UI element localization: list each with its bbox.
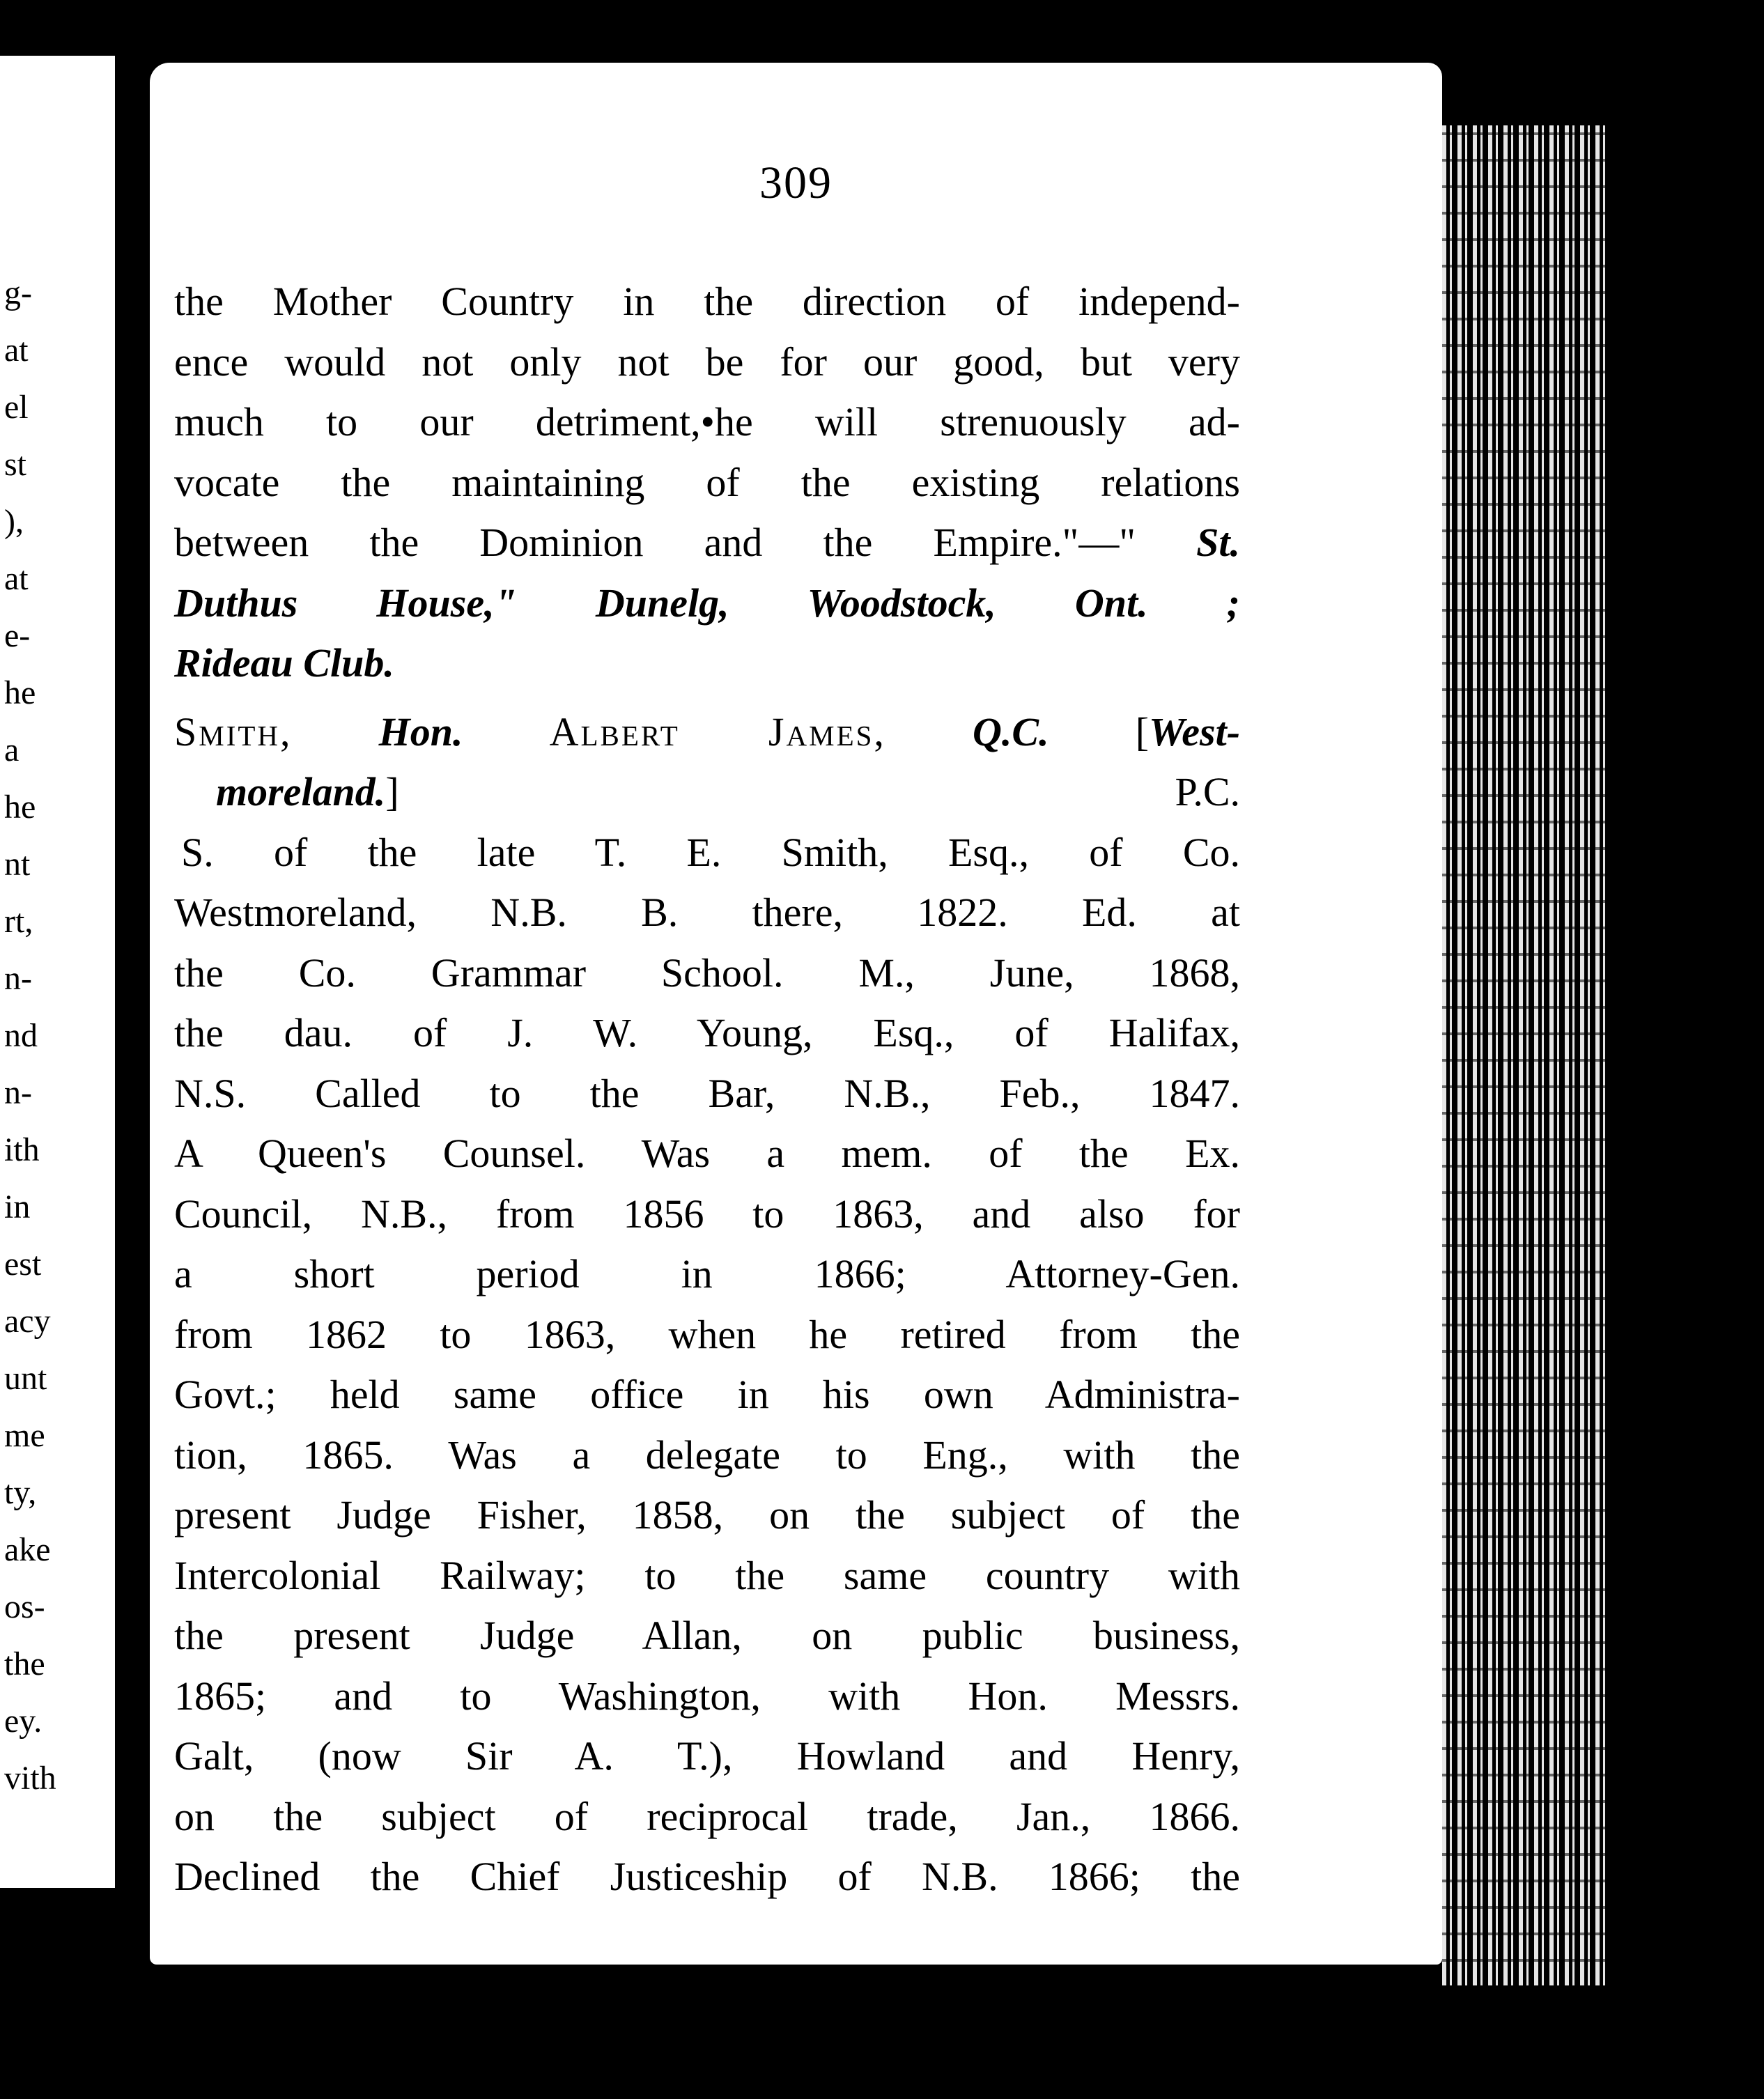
- text-line: present Judge Fisher, 1858, on the subject of the: [174, 1492, 1240, 1538]
- fragment: n-: [4, 960, 32, 997]
- fragment: est: [4, 1246, 42, 1283]
- text-line: N.S. Called to the Bar, N.B., Feb., 1847.: [174, 1070, 1240, 1116]
- fragment: rt,: [4, 903, 33, 940]
- address-italic: Rideau Club.: [174, 640, 394, 686]
- adjacent-page-edge: [0, 56, 122, 1888]
- fragment: ey.: [4, 1703, 42, 1740]
- text-line: the Mother Country in the direction of independ-: [174, 279, 1240, 324]
- entry-heading-continued: [174, 762, 1240, 823]
- text-line: a short period in 1866; Attorney-Gen.: [174, 1251, 1240, 1296]
- text-line: ence would not only not be for our good, but very: [174, 339, 1240, 385]
- fragment: ),: [4, 503, 24, 540]
- fragment: n-: [4, 1074, 32, 1111]
- text-run: between the Dominion and the Empire."—": [174, 520, 1136, 565]
- text-line: Govt.; held same office in his own Administra-: [174, 1372, 1240, 1417]
- fragment: os-: [4, 1588, 45, 1625]
- fragment: he: [4, 789, 36, 826]
- fragment: st: [4, 446, 27, 483]
- page-stack-edge: [1442, 125, 1606, 1985]
- text-line: Galt, (now Sir A. T.), Howland and Henry,: [174, 1733, 1240, 1779]
- address-italic: St.: [1196, 520, 1241, 565]
- address-italic: Duthus House," Dunelg, Woodstock, Ont. ;: [174, 580, 1240, 626]
- fragment: me: [4, 1417, 45, 1454]
- text-line: [174, 633, 1240, 694]
- fragment: he: [4, 674, 36, 711]
- fragment: e-: [4, 617, 31, 654]
- text-line: tion, 1865. Was a delegate to Eng., with the: [174, 1432, 1240, 1478]
- text-line: Westmoreland, N.B. B. there, 1822. Ed. at: [174, 890, 1240, 935]
- fragment: a: [4, 731, 20, 768]
- fragment: nd: [4, 1017, 38, 1054]
- fragment: ty,: [4, 1474, 37, 1511]
- text-line: [174, 513, 1240, 573]
- book-page: [150, 63, 1442, 1965]
- fragment: at: [4, 332, 29, 369]
- text-line: S. of the late T. E. Smith, Esq., of Co.: [181, 829, 1240, 875]
- honorific: Hon.: [378, 708, 463, 754]
- text-line: 1865; and to Washington, with Hon. Messrs.: [174, 1673, 1240, 1719]
- privy-council: P.C.: [1175, 769, 1240, 814]
- text-line: Council, N.B., from 1856 to 1863, and also for: [174, 1191, 1240, 1237]
- given-names: Albert James,: [549, 708, 886, 754]
- surname: Smith,: [174, 708, 293, 754]
- constituency: moreland.]: [216, 769, 399, 814]
- fragment: g-: [4, 274, 32, 311]
- entry-heading: [174, 702, 1240, 763]
- fragment: acy: [4, 1303, 51, 1340]
- text-line: the dau. of J. W. Young, Esq., of Halifax,: [174, 1010, 1240, 1055]
- fragment: unt: [4, 1360, 47, 1397]
- constituency-bracket: [West-: [1135, 708, 1241, 754]
- fragment: nt: [4, 846, 31, 883]
- text-line: on the subject of reciprocal trade, Jan., 1866.: [174, 1793, 1240, 1839]
- fragment: ith: [4, 1131, 40, 1168]
- text-line: the Co. Grammar School. M., June, 1868,: [174, 950, 1240, 996]
- text-line: from 1862 to 1863, when he retired from the: [174, 1311, 1240, 1357]
- page-body: [174, 272, 1240, 1907]
- fragment: vith: [4, 1760, 56, 1797]
- fragment: the: [4, 1645, 45, 1682]
- fragment: ake: [4, 1531, 51, 1568]
- text-line: [174, 573, 1240, 634]
- text-line: A Queen's Counsel. Was a mem. of the Ex.: [174, 1131, 1240, 1176]
- adjacent-page-text-fragments: [4, 265, 116, 1807]
- fragment: el: [4, 389, 29, 426]
- page-number: 309: [759, 157, 833, 208]
- fragment: at: [4, 560, 29, 597]
- fragment: in: [4, 1188, 31, 1225]
- title-qc: Q.C.: [973, 708, 1049, 754]
- text-line: Declined the Chief Justiceship of N.B. 1866; the: [174, 1854, 1240, 1899]
- page-stack-texture: [1442, 125, 1606, 1985]
- text-line: the present Judge Allan, on public business,: [174, 1613, 1240, 1658]
- text-line: Intercolonial Railway; to the same country with: [174, 1552, 1240, 1598]
- text-line: vocate the maintaining of the existing relations: [174, 459, 1240, 505]
- text-line: much to our detriment,•he will strenuously ad-: [174, 399, 1240, 444]
